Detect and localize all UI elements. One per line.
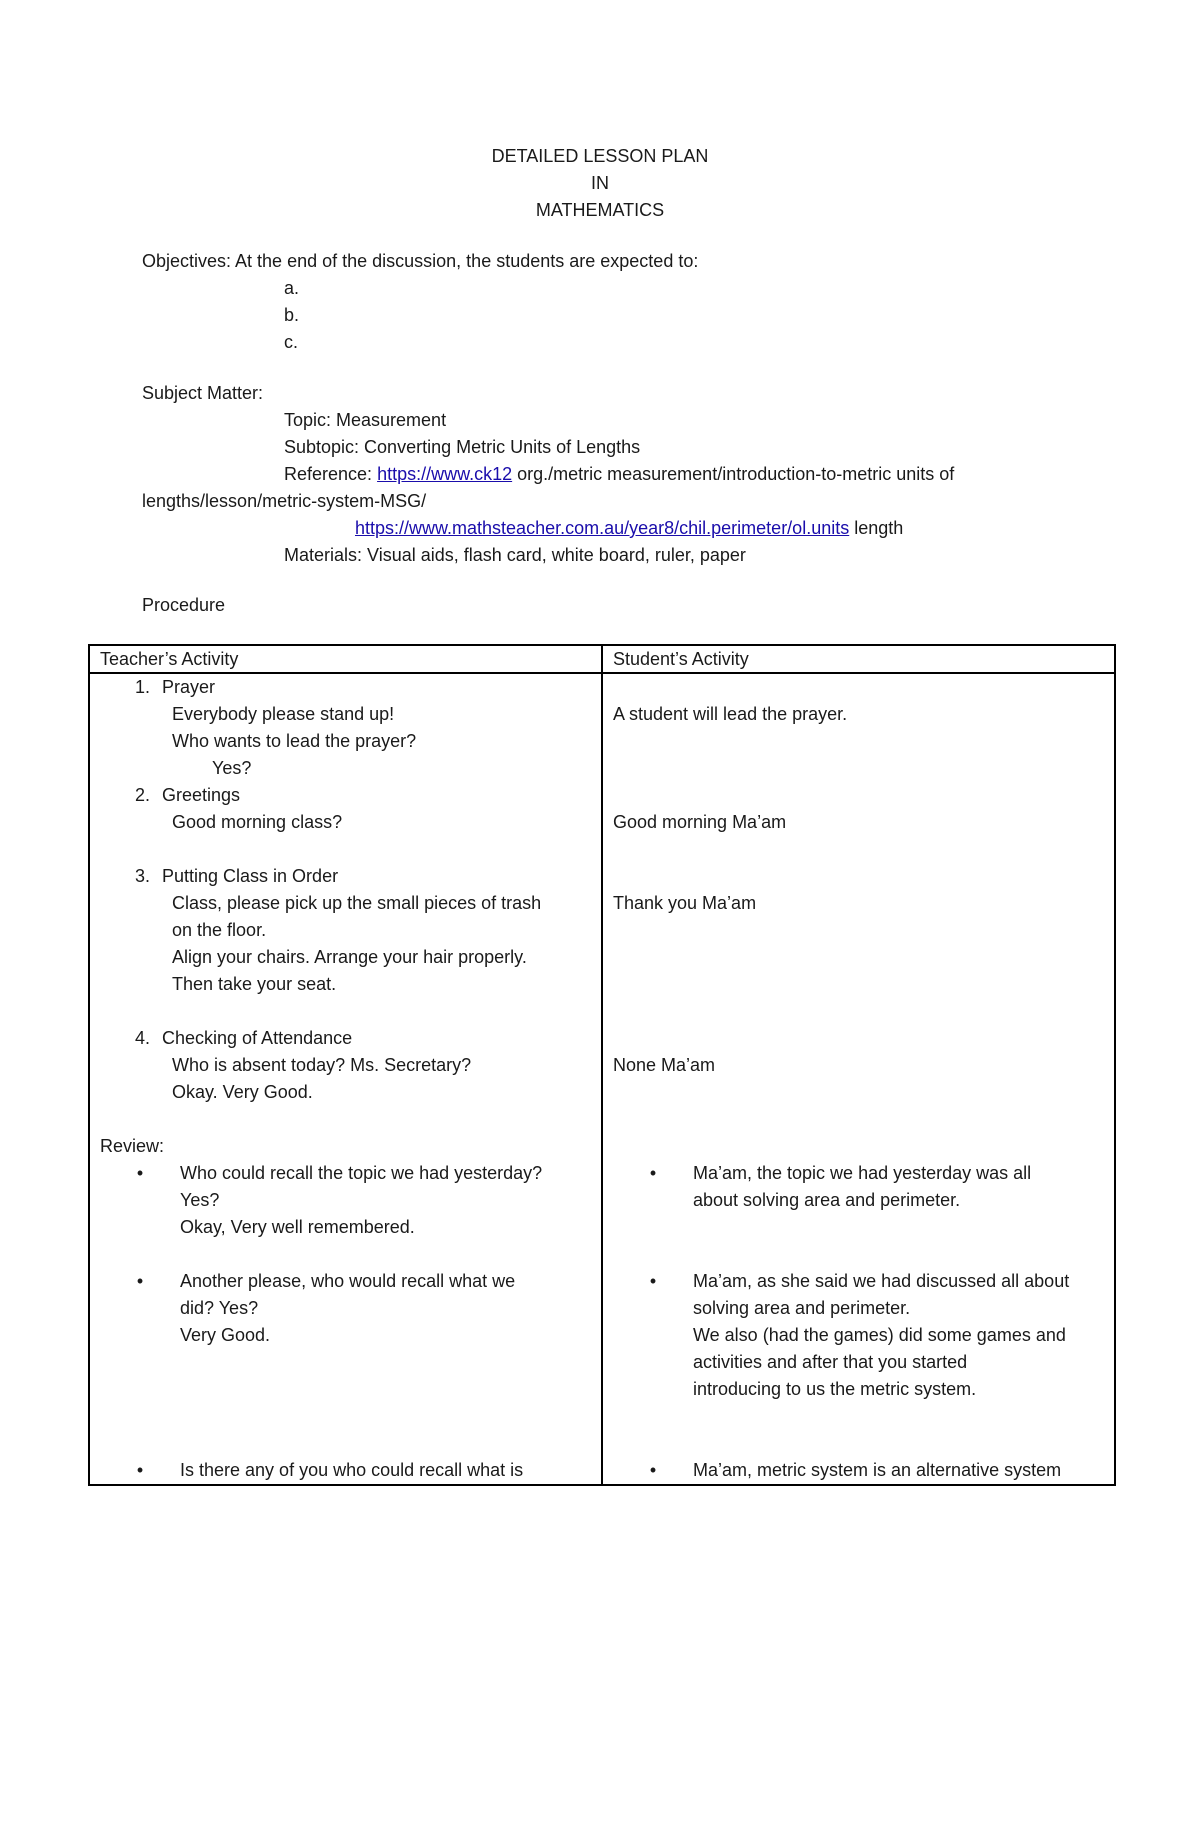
- student-review-2-line-4: activities and after that you started: [693, 1352, 968, 1372]
- list-item: [100, 782, 591, 809]
- list-item: [613, 1160, 1104, 1187]
- student-review-2-line-2: solving area and perimeter.: [693, 1298, 911, 1318]
- student-review-2-line-1: Ma’am, as she said we had discussed all about: [693, 1271, 1070, 1291]
- student-review-1-line-1: Ma’am, the topic we had yesterday was all: [693, 1163, 1032, 1183]
- objectives-list: [142, 275, 1122, 356]
- order-title: Putting Class in Order: [162, 866, 339, 886]
- list-item: [100, 674, 591, 701]
- procedure-heading: Procedure: [142, 595, 226, 615]
- item-number: 2.: [134, 785, 150, 805]
- prayer-title: Prayer: [162, 677, 216, 697]
- bullet-icon: •: [136, 1460, 144, 1480]
- reference-line-2: [142, 515, 1122, 542]
- bullet-icon: •: [649, 1163, 657, 1183]
- reference-line: [142, 461, 1122, 488]
- reference-rest-2: length: [849, 518, 904, 538]
- item-number: 4.: [134, 1028, 150, 1048]
- title-line-3: MATHEMATICS: [535, 200, 665, 220]
- item-number: 3.: [134, 866, 150, 886]
- title-line-2: IN: [591, 173, 609, 193]
- student-activity-header: Student’s Activity: [602, 645, 1115, 673]
- objective-item-c: c.: [284, 332, 299, 352]
- bullet-icon: •: [649, 1460, 657, 1480]
- bullet-icon: •: [136, 1163, 144, 1183]
- student-review-2-line-5: introducing to us the metric system.: [693, 1379, 977, 1399]
- review-3-line-1: Is there any of you who could recall what is: [180, 1460, 524, 1480]
- prayer-line-1: Everybody please stand up!: [172, 704, 395, 724]
- attendance-title: Checking of Attendance: [162, 1028, 353, 1048]
- subject-matter-section: [142, 380, 1122, 569]
- greetings-title: Greetings: [162, 785, 241, 805]
- reference-rest-1: org./metric measurement/introduction-to-metric units of: [512, 464, 955, 484]
- teacher-activity-cell: [89, 673, 602, 1485]
- student-review-3-line-1: Ma’am, metric system is an alternative system: [693, 1460, 1062, 1480]
- reference-label: Reference:: [284, 464, 378, 484]
- title-line-1: DETAILED LESSON PLAN: [491, 146, 709, 166]
- list-item: [100, 1268, 591, 1295]
- student-review-1-line-2: about solving area and perimeter.: [693, 1190, 961, 1210]
- review-1-line-1: Who could recall the topic we had yesterday?: [180, 1163, 543, 1183]
- table-row: [89, 673, 1115, 1485]
- review-2-line-3: Very Good.: [180, 1325, 271, 1345]
- student-prayer: A student will lead the prayer.: [613, 704, 848, 724]
- reference-link-mathsteacher[interactable]: https://www.mathsteacher.com.au/year8/chil.perimeter/ol.units: [355, 518, 850, 538]
- subject-matter-heading: Subject Matter:: [142, 383, 264, 403]
- materials: Materials: Visual aids, flash card, white board, ruler, paper: [284, 545, 746, 565]
- prayer-line-3: Yes?: [212, 758, 252, 778]
- subtopic: Subtopic: Converting Metric Units of Lengths: [284, 437, 641, 457]
- bullet-icon: •: [136, 1271, 144, 1291]
- order-line-1: Class, please pick up the small pieces of trash: [172, 893, 542, 913]
- order-line-2: on the floor.: [172, 920, 267, 940]
- objectives-section: [142, 248, 1122, 356]
- table-header-row: [89, 645, 1115, 673]
- teacher-activity-header: Teacher’s Activity: [89, 645, 602, 673]
- bullet-icon: •: [649, 1271, 657, 1291]
- student-activity-cell: [602, 673, 1115, 1485]
- topic: Topic: Measurement: [284, 410, 447, 430]
- list-item: [100, 1160, 591, 1187]
- order-line-4: Then take your seat.: [172, 974, 337, 994]
- attendance-line-1: Who is absent today? Ms. Secretary?: [172, 1055, 472, 1075]
- list-item: [613, 1268, 1104, 1295]
- review-2-line-1: Another please, who would recall what we: [180, 1271, 516, 1291]
- list-item: [100, 1025, 591, 1052]
- greetings-line-1: Good morning class?: [172, 812, 343, 832]
- procedure-table: [88, 644, 1116, 1486]
- objective-item-b: b.: [284, 305, 300, 325]
- order-line-3: Align your chairs. Arrange your hair properly.: [172, 947, 527, 967]
- list-item: [100, 1457, 591, 1484]
- list-item: [100, 863, 591, 890]
- prayer-line-2: Who wants to lead the prayer?: [172, 731, 417, 751]
- objective-item-a: a.: [284, 278, 300, 298]
- student-greetings: Good morning Ma’am: [613, 812, 787, 832]
- student-attendance: None Ma’am: [613, 1055, 716, 1075]
- review-2-line-2: did? Yes?: [180, 1298, 259, 1318]
- attendance-line-2: Okay. Very Good.: [172, 1082, 313, 1102]
- objectives-intro: Objectives: At the end of the discussion, the students are expected to:: [142, 251, 699, 271]
- student-review-2-line-3: We also (had the games) did some games and: [693, 1325, 1066, 1345]
- review-heading: Review:: [100, 1136, 165, 1156]
- review-1-line-2: Yes?: [180, 1190, 220, 1210]
- student-order: Thank you Ma’am: [613, 893, 757, 913]
- reference-continuation: lengths/lesson/metric-system-MSG/: [142, 491, 427, 511]
- reference-link-ck12[interactable]: https://www.ck12: [377, 464, 513, 484]
- document-title: [0, 143, 1200, 224]
- item-number: 1.: [134, 677, 150, 697]
- review-1-line-3: Okay, Very well remembered.: [180, 1217, 415, 1237]
- list-item: [613, 1457, 1104, 1484]
